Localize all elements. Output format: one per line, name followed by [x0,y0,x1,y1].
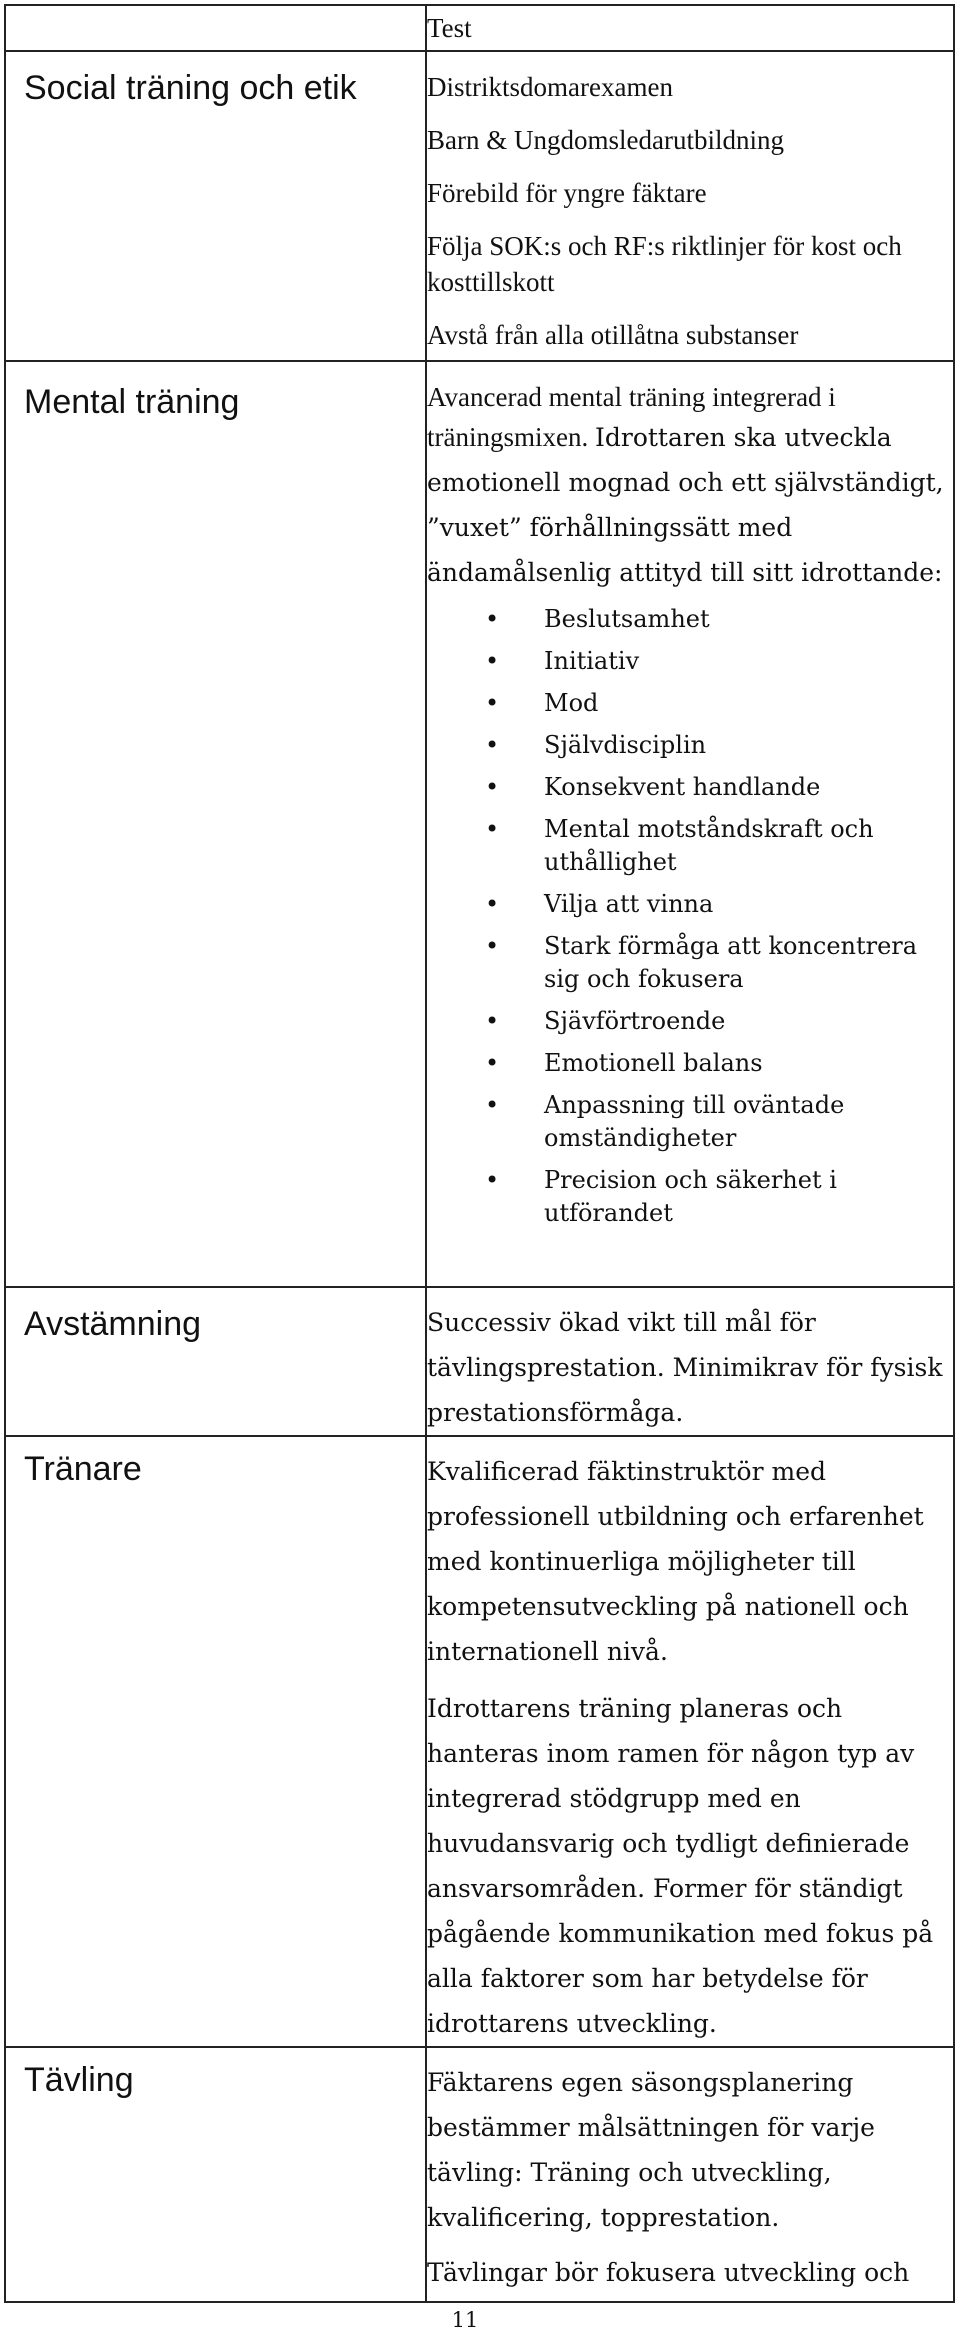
mental-intro-a: Avancerad mental träning integrerad i träningsmixen. [427,382,836,452]
list-item [427,645,953,678]
list-item [427,1005,953,1038]
list-item: Följa SOK:s och RF:s riktlinjer för kost och kosttillskott [427,231,902,297]
bullet-icon: • [485,773,500,801]
bullet-icon: • [485,605,500,633]
row-label-cell [5,1436,426,2047]
list-item: Avstå från alla otillåtna substanser [427,320,799,350]
row-label-social-training: Social träning och etik [24,69,357,107]
row-content-cell [426,2047,954,2302]
row-label-cell [5,1287,426,1436]
bullet-text: Mod [544,689,599,717]
bullet-icon: • [485,689,500,717]
list-item: Distriktsdomarexamen [427,72,673,102]
list-item: Test [427,13,472,43]
competition-paragraph: Fäktarens egen säsongsplanering bestämmer målsättningen för varje tävling: Träning och utveckling, kvalificering, topprestation. [427,2068,875,2232]
page-number: 11 [451,2308,479,2332]
bullet-text: Anpassning till oväntade omständigheter [544,1091,845,1152]
bullet-text: Mental motståndskraft och uthållighet [544,815,874,876]
row-label-competition: Tävling [24,2061,134,2099]
bullet-text: Självdisciplin [544,731,707,759]
mental-intro-b: Idrottaren ska utveckla emotionell mognad och ett självständigt, ”vuxet” förhållningssätt med ändamålsenlig attityd till sitt idrottande: [427,423,944,587]
bullet-text: Initiativ [544,647,640,675]
row-label-cell [5,2047,426,2302]
row-label-mental-training: Mental träning [24,383,240,421]
row-label-cell [5,51,426,361]
competition-paragraph: Tävlingar bör fokusera utveckling och [427,2258,910,2287]
bullet-icon: • [485,890,500,918]
list-item: Förebild för yngre fäktare [427,178,707,208]
list-item [427,1047,953,1080]
row-content-cell [426,1436,954,2047]
coach-paragraph: Idrottarens träning planeras och hanteras inom ramen för någon typ av integrerad stödgrupp med en huvudansvarig och tydligt definierade ansvarsområden. Former för ständigt pågående kommunikation med fokus på alla faktorer som har betydelse för idrottarens utveckling. [427,1694,934,2038]
bullet-icon: • [485,1091,500,1119]
list-item [427,1089,953,1155]
list-item: Barn & Ungdomsledarutbildning [427,125,784,155]
list-item [427,729,953,762]
bullet-text: Emotionell balans [544,1049,763,1077]
table-row [5,1287,954,1436]
list-item [427,687,953,720]
bullet-icon: • [485,1049,500,1077]
row-content-cell [426,361,954,1287]
table-row [5,51,954,361]
list-item [427,1164,953,1230]
row-label-cell [5,5,426,51]
coach-paragraph: Kvalificerad fäktinstruktör med professionell utbildning och erfarenhet med kontinuerliga möjligheter till kompetensutveckling på nationell och internationell nivå. [427,1457,924,1666]
training-requirements-table [4,4,955,2303]
row-label-coach: Tränare [24,1450,142,1488]
list-item [427,813,953,879]
bullet-text: Beslutsamhet [544,605,710,633]
mental-intro [427,379,953,595]
bullet-text: Konsekvent handlande [544,773,821,801]
bullet-text: Precision och säkerhet i utförandet [544,1166,837,1227]
table-row [5,1436,954,2047]
bullet-text: Sjävförtroende [544,1007,726,1035]
table-row [5,2047,954,2302]
table-row [5,5,954,51]
bullet-text: Vilja att vinna [544,890,714,918]
list-item [427,930,953,996]
bullet-icon: • [485,731,500,759]
bullet-icon: • [485,815,500,843]
row-label-cell [5,361,426,1287]
row-content-cell [426,51,954,361]
list-item [427,771,953,804]
bullet-icon: • [485,1007,500,1035]
row-content-cell [426,5,954,51]
mental-qualities-list [427,603,953,1230]
bullet-icon: • [485,932,500,960]
bullet-icon: • [485,1166,500,1194]
table-row [5,361,954,1287]
row-content-cell [426,1287,954,1436]
bullet-text: Stark förmåga att koncentrera sig och fokusera [544,932,918,993]
reconciliation-text: Successiv ökad vikt till mål för tävlingsprestation. Minimikrav för fysisk prestationsförmåga. [427,1308,943,1427]
row-label-reconciliation: Avstämning [24,1305,202,1343]
list-item [427,888,953,921]
bullet-icon: • [485,647,500,675]
list-item [427,603,953,636]
